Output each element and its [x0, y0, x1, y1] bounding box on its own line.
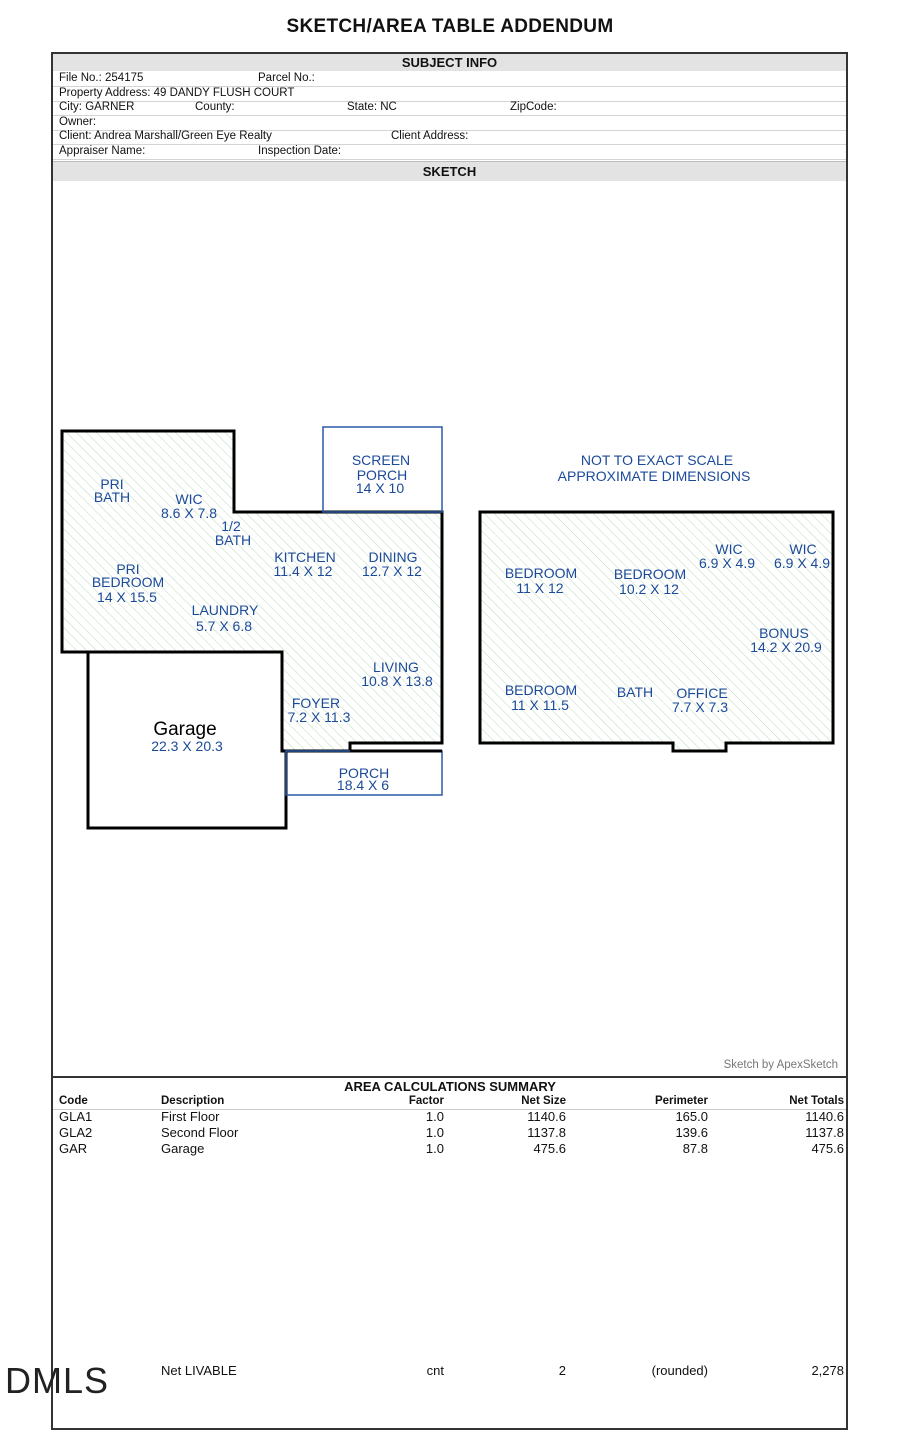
col-description: Description [161, 1095, 225, 1107]
label-bonus-dim: 14.2 X 20.9 [750, 639, 822, 655]
label-half-bath-1: 1/2 [221, 518, 241, 534]
label-bonus-name: BONUS [759, 625, 809, 641]
label-bedroom3-dim: 11 X 11.5 [511, 697, 569, 713]
label-wic-dim: 8.6 X 7.8 [160, 505, 218, 521]
row-perimeter: 139.6 [675, 1125, 708, 1140]
row-net-total: 1140.6 [805, 1109, 844, 1124]
label-office-name: OFFICE [676, 685, 728, 701]
label-bedroom1-dim: 11 X 12 [516, 580, 564, 596]
col-factor: Factor [408, 1095, 444, 1107]
dmls-watermark-logo: DMLS [5, 1360, 110, 1401]
net-livable-count: 2 [558, 1363, 566, 1378]
area-calc-header-row [53, 1095, 846, 1110]
label-living-name: LIVING [373, 659, 419, 675]
label-foyer-name: FOYER [291, 695, 341, 711]
row-perimeter: 87.8 [682, 1141, 708, 1156]
label-pri-bedroom-1: PRI [116, 561, 140, 577]
owner: Owner: [59, 116, 97, 128]
label-half-bath-2: BATH [214, 532, 252, 548]
label-bedroom1-name: BEDROOM [504, 565, 578, 581]
net-livable-label: Net LIVABLE [161, 1363, 237, 1378]
label-garage-name: Garage [153, 719, 217, 740]
county: County: [195, 101, 235, 113]
label-pri-bedroom-dim: 14 X 15.5 [97, 589, 157, 605]
row-description: First Floor [161, 1109, 220, 1124]
label-wic-name: WIC [175, 491, 203, 507]
row-net-size: 1137.8 [527, 1125, 566, 1140]
state: State: NC [347, 101, 397, 113]
table-row [53, 1125, 846, 1141]
parcel-number: Parcel No.: [258, 72, 315, 84]
net-livable-row [53, 1363, 846, 1379]
label-living-dim: 10.8 X 13.8 [361, 673, 433, 689]
property-address: Property Address: 49 DANDY FLUSH COURT [59, 87, 295, 99]
label-dining-name: DINING [368, 549, 418, 565]
label-wic2-name: WIC [789, 541, 817, 557]
table-row [53, 1109, 846, 1125]
label-porch-name: PORCH [338, 765, 390, 781]
label-office-dim: 7.7 X 7.3 [671, 699, 729, 715]
row-perimeter: 165.0 [675, 1109, 708, 1124]
label-foyer-dim: 7.2 X 11.3 [287, 709, 351, 725]
subject-info-heading: SUBJECT INFO [53, 54, 846, 71]
label-wic1-dim: 6.9 X 4.9 [698, 555, 756, 571]
label-wic1-name: WIC [715, 541, 743, 557]
row-net-size: 475.6 [533, 1141, 566, 1156]
row-description: Garage [161, 1141, 205, 1156]
scale-note-2: APPROXIMATE DIMENSIONS [557, 468, 751, 484]
row-description: Second Floor [161, 1125, 239, 1140]
row-code: GLA2 [59, 1125, 93, 1140]
inspection-date: Inspection Date: [258, 145, 342, 157]
label-kitchen-name: KITCHEN [274, 549, 336, 565]
sketch-divider [53, 1076, 846, 1078]
city: City: GARNER [59, 101, 135, 113]
sketch-heading: SKETCH [53, 161, 846, 181]
table-row [53, 1141, 846, 1157]
label-screen-porch-dim: 14 X 10 [355, 480, 405, 496]
sketch-credit: Sketch by ApexSketch [723, 1059, 838, 1071]
label-porch-dim: 18.4 X 6 [336, 777, 390, 793]
net-livable-total: 2,278 [811, 1363, 844, 1378]
client-address: Client Address: [391, 130, 469, 142]
row-factor: 1.0 [425, 1109, 444, 1124]
row-code: GLA1 [59, 1109, 93, 1124]
label-pri-bath-2: BATH [93, 489, 131, 505]
label-bedroom2-name: BEDROOM [613, 566, 687, 582]
col-net-totals: Net Totals [789, 1095, 844, 1107]
label-screen-porch-1: SCREEN [351, 452, 411, 468]
row-factor: 1.0 [425, 1125, 444, 1140]
row-net-size: 1140.6 [527, 1109, 566, 1124]
row-net-total: 1137.8 [805, 1125, 844, 1140]
scale-note-1: NOT TO EXACT SCALE [580, 452, 734, 468]
label-wic2-dim: 6.9 X 4.9 [773, 555, 831, 571]
label-pri-bath-1: PRI [100, 476, 124, 492]
row-code: GAR [59, 1141, 88, 1156]
net-livable-rounded: (rounded) [651, 1363, 708, 1378]
row-net-total: 475.6 [811, 1141, 844, 1156]
label-pri-bedroom-2: BEDROOM [91, 574, 165, 590]
col-net-size: Net Size [521, 1095, 566, 1107]
area-calc-heading: AREA CALCULATIONS SUMMARY [344, 1079, 556, 1094]
label-garage-dim: 22.3 X 20.3 [151, 738, 223, 754]
label-bedroom3-name: BEDROOM [504, 682, 578, 698]
label-bath-name: BATH [616, 684, 654, 700]
page-title: SKETCH/AREA TABLE ADDENDUM [286, 16, 614, 37]
label-screen-porch-2: PORCH [356, 467, 408, 483]
label-laundry-name: LAUNDRY [191, 602, 259, 618]
label-bedroom2-dim: 10.2 X 12 [619, 581, 679, 597]
net-livable-cnt: cnt [426, 1363, 444, 1378]
row-factor: 1.0 [425, 1141, 444, 1156]
label-kitchen-dim: 11.4 X 12 [273, 563, 333, 579]
col-code: Code [59, 1095, 88, 1107]
file-number: File No.: 254175 [59, 72, 144, 84]
label-laundry-dim: 5.7 X 6.8 [195, 618, 253, 634]
col-perimeter: Perimeter [654, 1095, 708, 1107]
zipcode: ZipCode: [510, 101, 557, 113]
label-dining-dim: 12.7 X 12 [362, 563, 422, 579]
client: Client: Andrea Marshall/Green Eye Realty [59, 130, 272, 142]
appraiser-name: Appraiser Name: [59, 145, 146, 157]
